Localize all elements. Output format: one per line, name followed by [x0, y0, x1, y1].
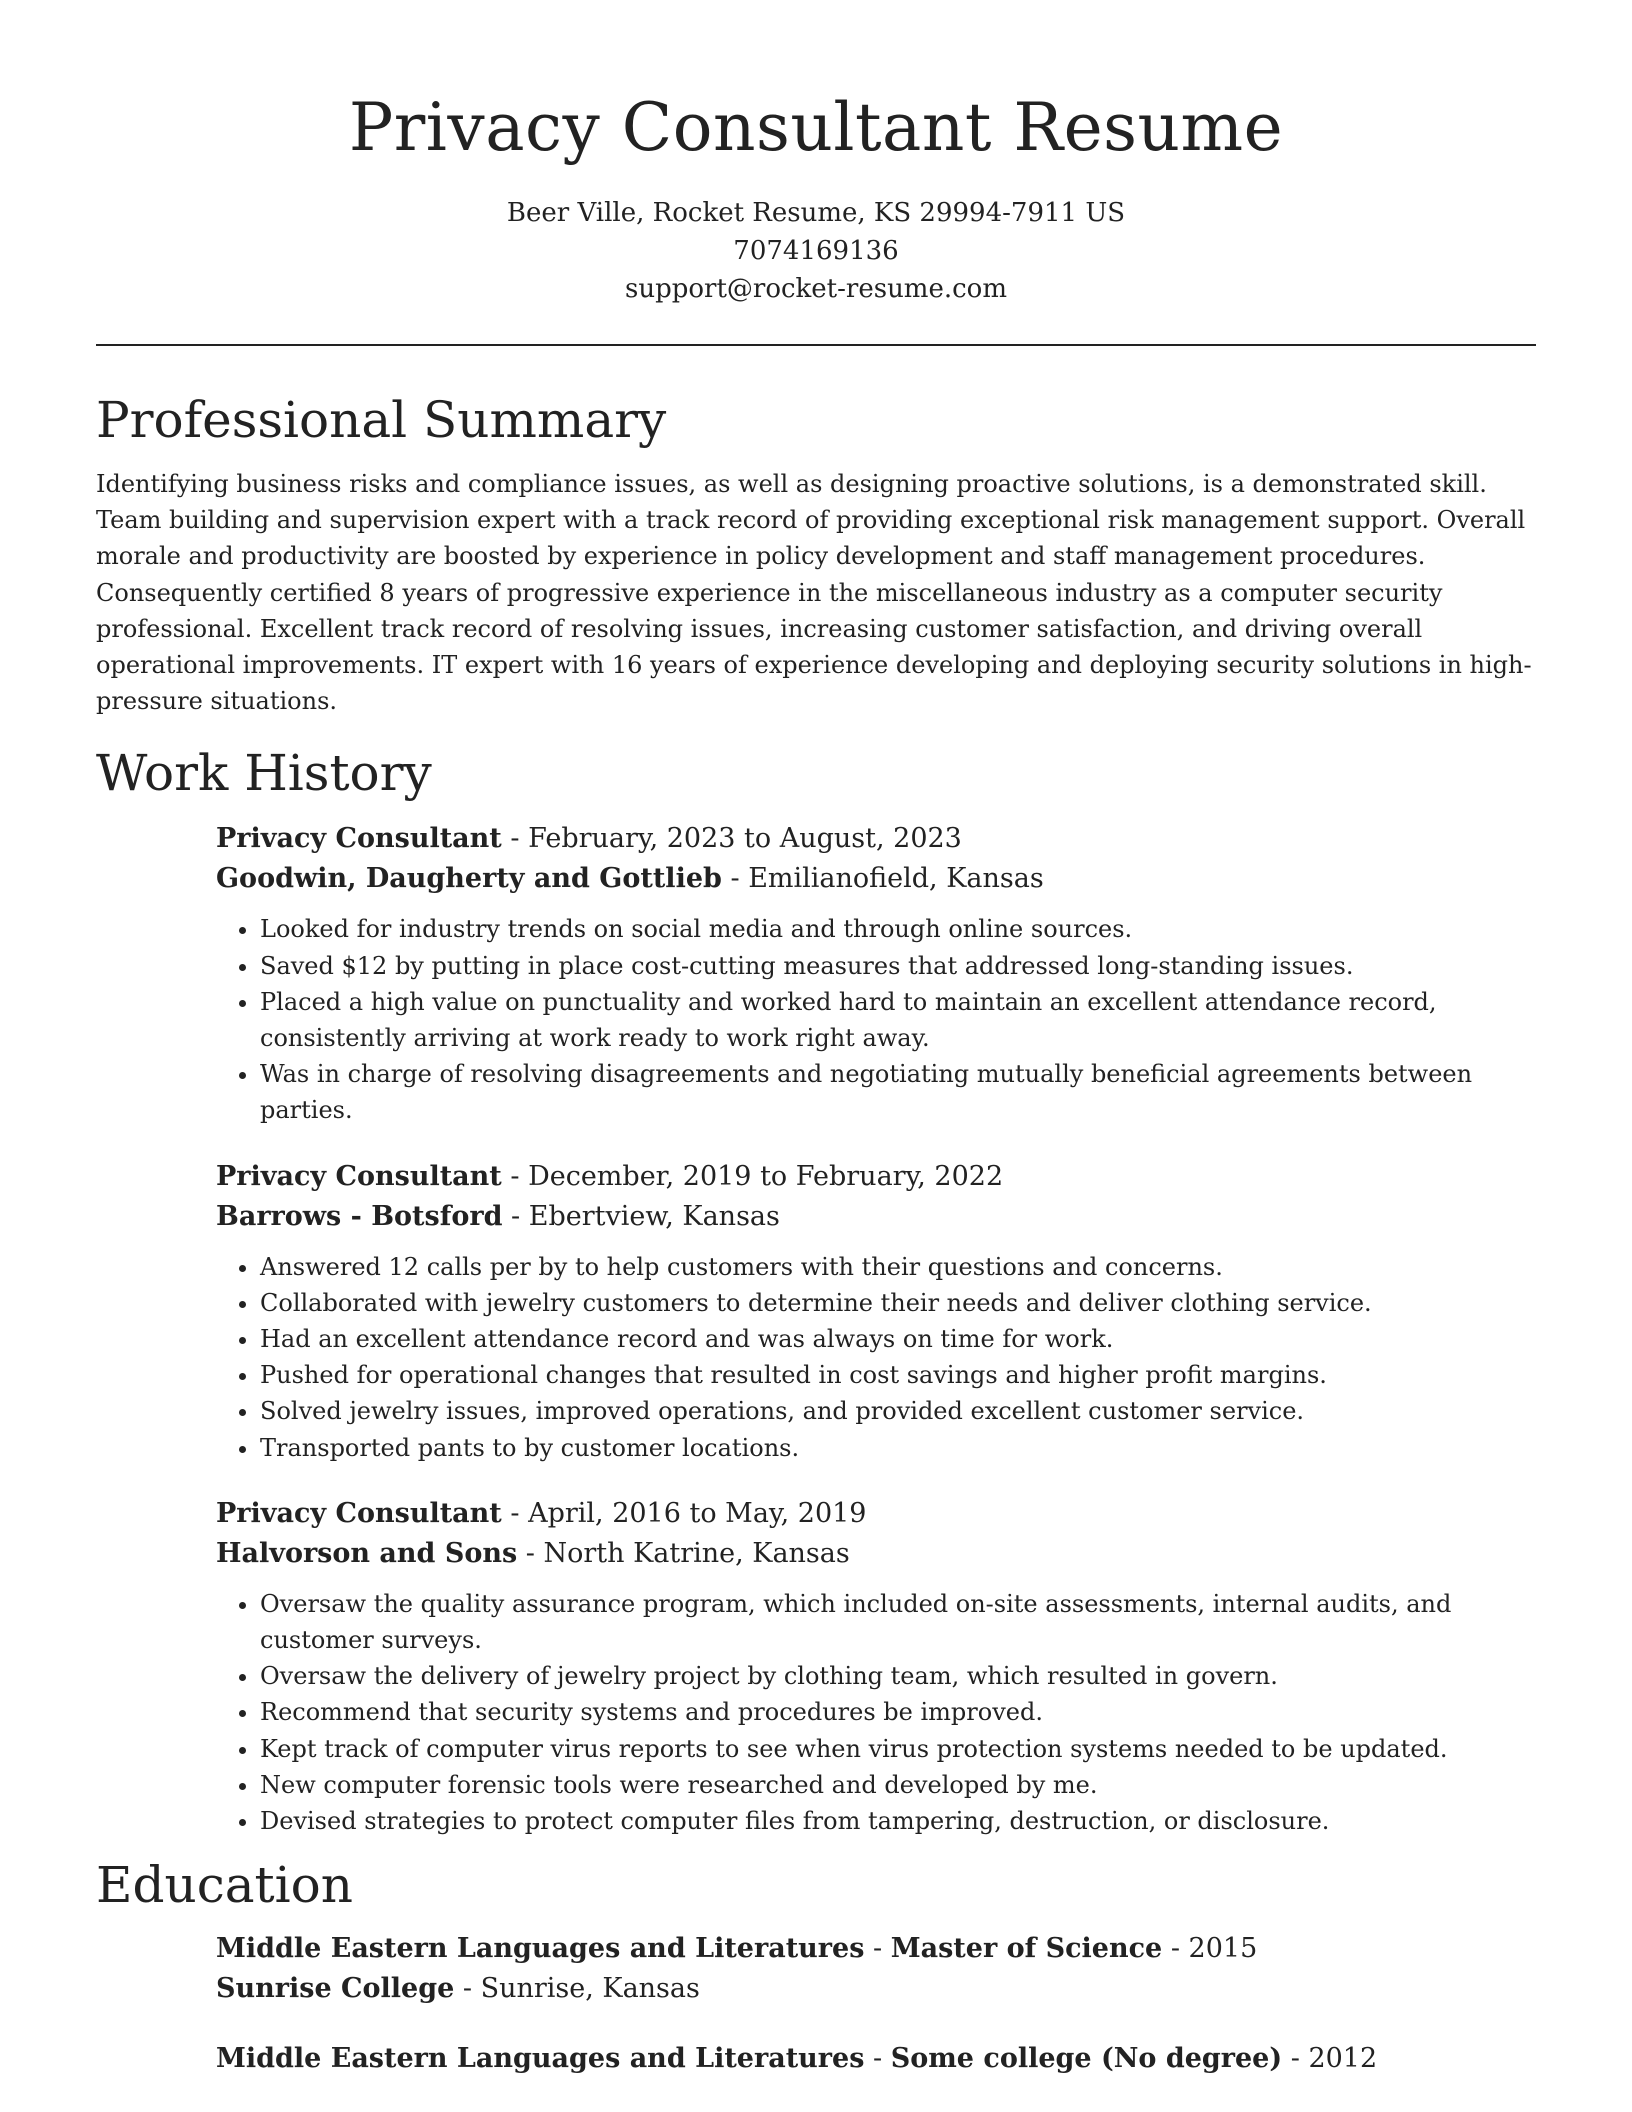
job-location: North Katrine, Kansas [543, 1537, 850, 1569]
job-company-line: Barrows - Botsford - Ebertview, Kansas [216, 1200, 780, 1232]
job-entry [216, 1494, 1536, 1839]
job-location: Emilianofield, Kansas [748, 863, 1044, 895]
job-entry [216, 1157, 1536, 1466]
education-school-line: Sunrise College - Sunrise, Kansas [216, 1973, 700, 2005]
job-bullet: • Looked for industry trends on social media and through online sources. [260, 911, 1536, 947]
job-dates: February, 2023 to August, 2023 [528, 823, 962, 855]
education-year: 2015 [1188, 1933, 1258, 1965]
job-bullet: • Kept track of computer virus reports to see when virus protection systems needed to be updated. [260, 1731, 1536, 1767]
education-degree: Some college (No degree) [890, 2043, 1283, 2075]
job-bullet: • Oversaw the quality assurance program, which included on-site assessments, internal audits, and customer surveys. [260, 1586, 1536, 1658]
job-title-line: Privacy Consultant - April, 2016 to May, 2019 [216, 1497, 867, 1529]
job-bullet: • Placed a high value on punctuality and worked hard to maintain an excellent attendance record, consistently arriving at work ready to work right away. [260, 984, 1536, 1056]
job-bullet: • Transported pants to by customer locations. [260, 1430, 1536, 1466]
education-location: Sunrise, Kansas [480, 1973, 700, 2005]
education-degree-line: Middle Eastern Languages and Literatures - Some college (No degree) - 2012 [216, 2043, 1378, 2075]
job-bullet: • Answered 12 calls per by to help customers with their questions and concerns. [260, 1249, 1536, 1285]
education-degree-line: Middle Eastern Languages and Literatures - Master of Science - 2015 [216, 1933, 1258, 1965]
education-school: Sunrise College [216, 1973, 455, 2005]
education-entry [216, 1929, 1536, 2009]
summary-section [96, 388, 1536, 719]
work-history-heading: Work History [96, 744, 432, 803]
education-year: 2012 [1308, 2043, 1378, 2075]
job-bullet: • Devised strategies to protect computer files from tampering, destruction, or disclosure. [260, 1803, 1536, 1839]
job-company: Barrows - Botsford [216, 1200, 503, 1232]
work-history-section [96, 741, 1536, 1839]
contact-email: support@rocket-resume.com [624, 274, 1007, 304]
job-bullets [216, 911, 1536, 1128]
job-dates: April, 2016 to May, 2019 [528, 1497, 867, 1529]
job-company-line: Goodwin, Daugherty and Gottlieb - Emilianofield, Kansas [216, 863, 1044, 895]
education-section [96, 1853, 1536, 2079]
contact-block [96, 194, 1536, 308]
job-title-line: Privacy Consultant - February, 2023 to August, 2023 [216, 823, 962, 855]
job-company: Halvorson and Sons [216, 1537, 518, 1569]
contact-phone: 7074169136 [733, 236, 899, 266]
job-bullet: • Was in charge of resolving disagreements and negotiating mutually beneficial agreements between parties. [260, 1056, 1536, 1128]
job-dates: December, 2019 to February, 2022 [528, 1160, 1004, 1192]
education-degree: Master of Science [890, 1933, 1163, 1965]
job-title: Privacy Consultant [216, 1497, 502, 1529]
job-title-line: Privacy Consultant - December, 2019 to February, 2022 [216, 1160, 1004, 1192]
job-bullet: • Saved $12 by putting in place cost-cutting measures that addressed long-standing issues. [260, 948, 1536, 984]
job-bullet: • Oversaw the delivery of jewelry project by clothing team, which resulted in govern. [260, 1658, 1536, 1694]
header-divider [96, 344, 1536, 346]
summary-text: Identifying business risks and compliance issues, as well as designing proactive solutions, is a demonstrated skill. Team building and supervision expert with a track record of providing exceptional risk management support. Overall morale and productivity are boosted by experience in policy development and staff management procedures. Consequently certified 8 years of progressive experience in the miscellaneous industry as a computer security professional. Excellent track record of resolving issues, increasing customer satisfaction, and driving overall operational improvements. IT expert with 16 years of experience developing and deploying security solutions in high-pressure situations. [96, 470, 1532, 716]
job-company-line: Halvorson and Sons - North Katrine, Kansas [216, 1537, 850, 1569]
job-entry [216, 819, 1536, 1128]
education-field: Middle Eastern Languages and Literatures [216, 2043, 865, 2075]
education-entry [216, 2039, 1536, 2079]
job-bullet: • Pushed for operational changes that resulted in cost savings and higher profit margins. [260, 1357, 1536, 1393]
job-bullet: • Recommend that security systems and procedures be improved. [260, 1694, 1536, 1730]
job-bullet: • New computer forensic tools were researched and developed by me. [260, 1767, 1536, 1803]
job-title: Privacy Consultant [216, 1160, 502, 1192]
resume-title: Privacy Consultant Resume [348, 89, 1284, 166]
job-bullet: • Collaborated with jewelry customers to determine their needs and deliver clothing service. [260, 1285, 1536, 1321]
contact-address: Beer Ville, Rocket Resume, KS 29994-7911 US [506, 198, 1126, 228]
summary-heading: Professional Summary [96, 391, 667, 449]
education-field: Middle Eastern Languages and Literatures [216, 1933, 865, 1965]
resume-header [96, 0, 1536, 308]
job-company: Goodwin, Daugherty and Gottlieb [216, 863, 722, 895]
job-location: Ebertview, Kansas [528, 1200, 780, 1232]
education-heading: Education [96, 1856, 353, 1915]
job-bullets [216, 1586, 1536, 1839]
job-bullet: • Had an excellent attendance record and was always on time for work. [260, 1321, 1536, 1357]
job-bullet: • Solved jewelry issues, improved operations, and provided excellent customer service. [260, 1393, 1536, 1429]
job-bullets [216, 1249, 1536, 1466]
job-title: Privacy Consultant [216, 823, 502, 855]
